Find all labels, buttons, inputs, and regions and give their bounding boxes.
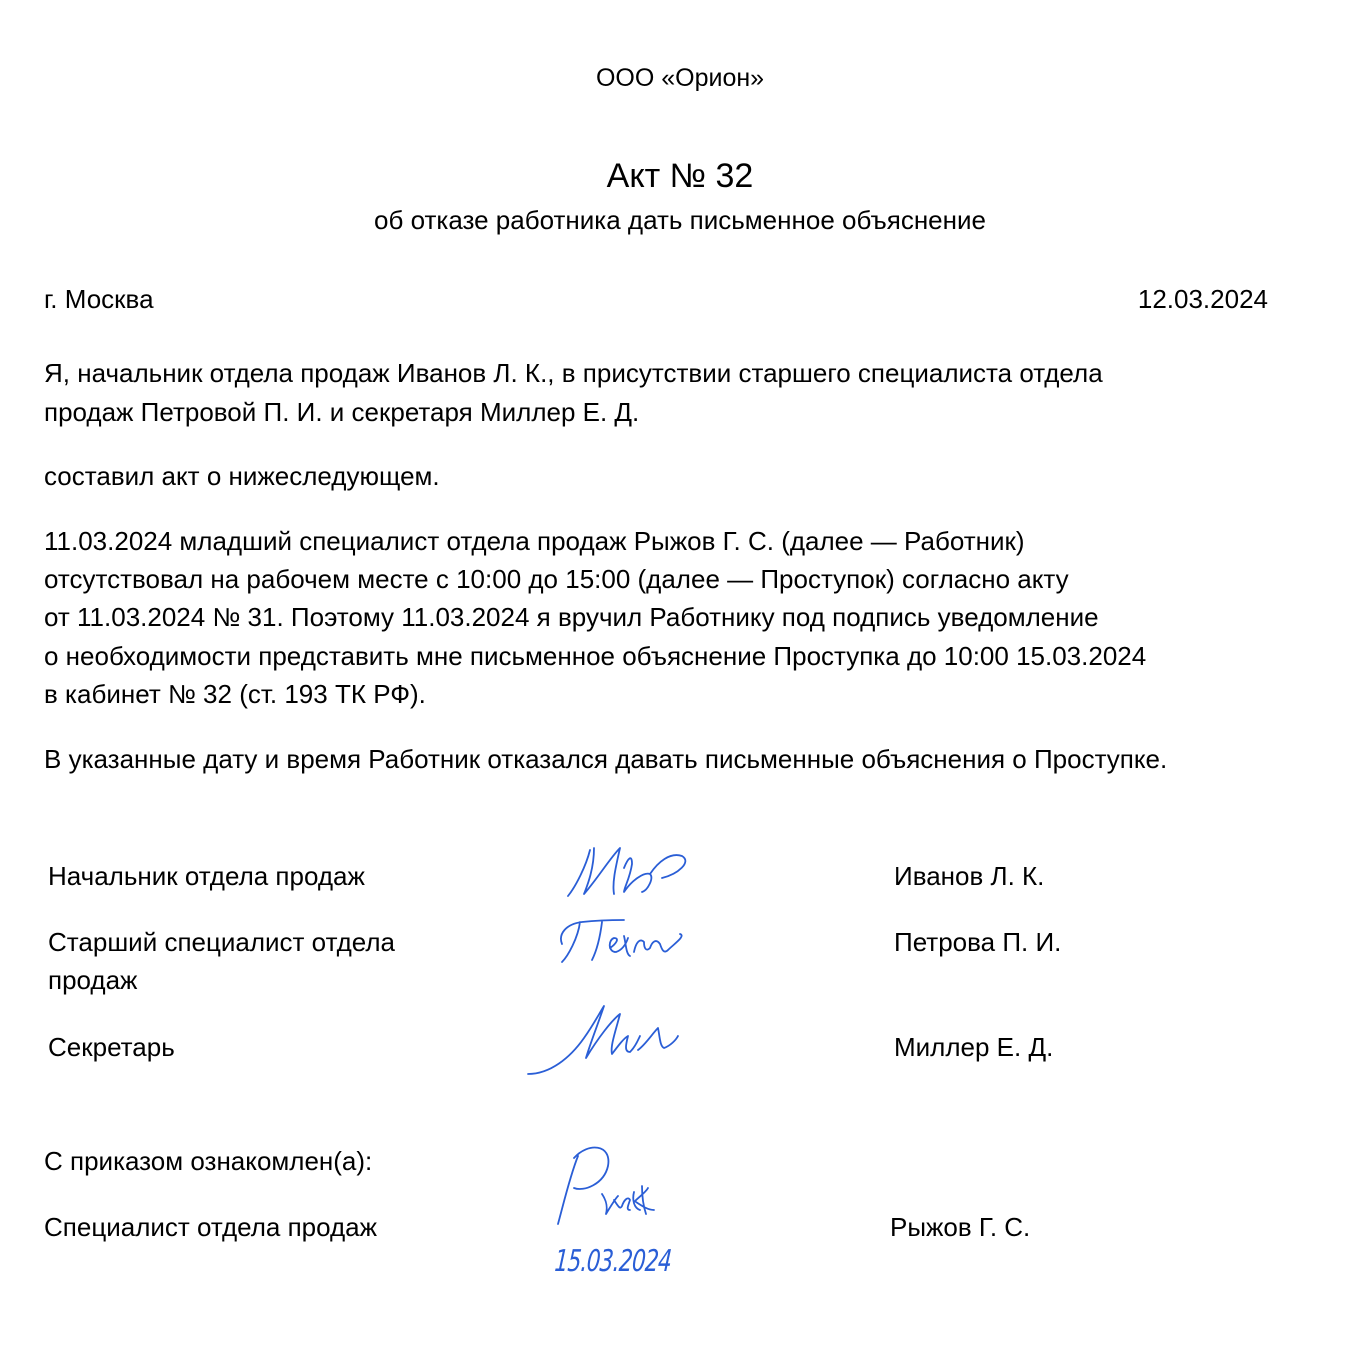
- document-title: Акт № 32: [606, 157, 754, 195]
- signature-date: 15.03.2024: [553, 1244, 673, 1279]
- facts-line-2: отсутствовал на рабочем месте с 10:00 до 15:00 (далее — Проступок) согласно акту: [44, 564, 1069, 594]
- signer-position-2: Старший специалист отдела продаж: [48, 927, 396, 995]
- facts-line-4: о необходимости представить мне письменное объяснение Проступка до 10:00 15.03.2024: [44, 641, 1147, 671]
- composed-line: составил акт о нижеследующем.: [44, 461, 440, 491]
- refusal-line: В указанные дату и время Работник отказался давать письменные объяснения о Проступке.: [44, 744, 1168, 774]
- signature-miller: [520, 998, 690, 1084]
- signer-name-2: Петрова П. И.: [894, 927, 1062, 957]
- company-name: ООО «Орион»: [595, 64, 765, 92]
- signature-ryzhov: [548, 1136, 678, 1236]
- city: г. Москва: [44, 284, 154, 314]
- intro-line-2: продаж Петровой П. И. и секретаря Миллер Е. Д.: [44, 397, 640, 427]
- facts-line-1: 11.03.2024 младший специалист отдела продаж Рыжов Г. С. (далее — Работник): [44, 526, 1025, 556]
- intro-line-1: Я, начальник отдела продаж Иванов Л. К., в присутствии старшего специалиста отдела: [44, 358, 1103, 388]
- ack-name: Рыжов Г. С.: [890, 1212, 1031, 1242]
- signature-ivanov: [558, 838, 708, 908]
- acknowledgement-heading: С приказом ознакомлен(а):: [44, 1146, 373, 1176]
- signer-name-1: Иванов Л. К.: [894, 861, 1045, 891]
- document-date: 12.03.2024: [1137, 284, 1268, 314]
- document-subtitle: об отказе работника дать письменное объяснение: [374, 205, 986, 235]
- ack-position: Специалист отдела продаж: [44, 1212, 378, 1242]
- signature-petrova: [552, 908, 702, 968]
- signer-position-1: Начальник отдела продаж: [48, 861, 365, 891]
- signer-name-3: Миллер Е. Д.: [894, 1032, 1054, 1062]
- facts-line-5: в кабинет № 32 (ст. 193 ТК РФ).: [44, 679, 426, 709]
- signer-position-3: Секретарь: [48, 1032, 175, 1062]
- facts-line-3: от 11.03.2024 № 31. Поэтому 11.03.2024 я вручил Работнику под подпись уведомление: [44, 602, 1099, 632]
